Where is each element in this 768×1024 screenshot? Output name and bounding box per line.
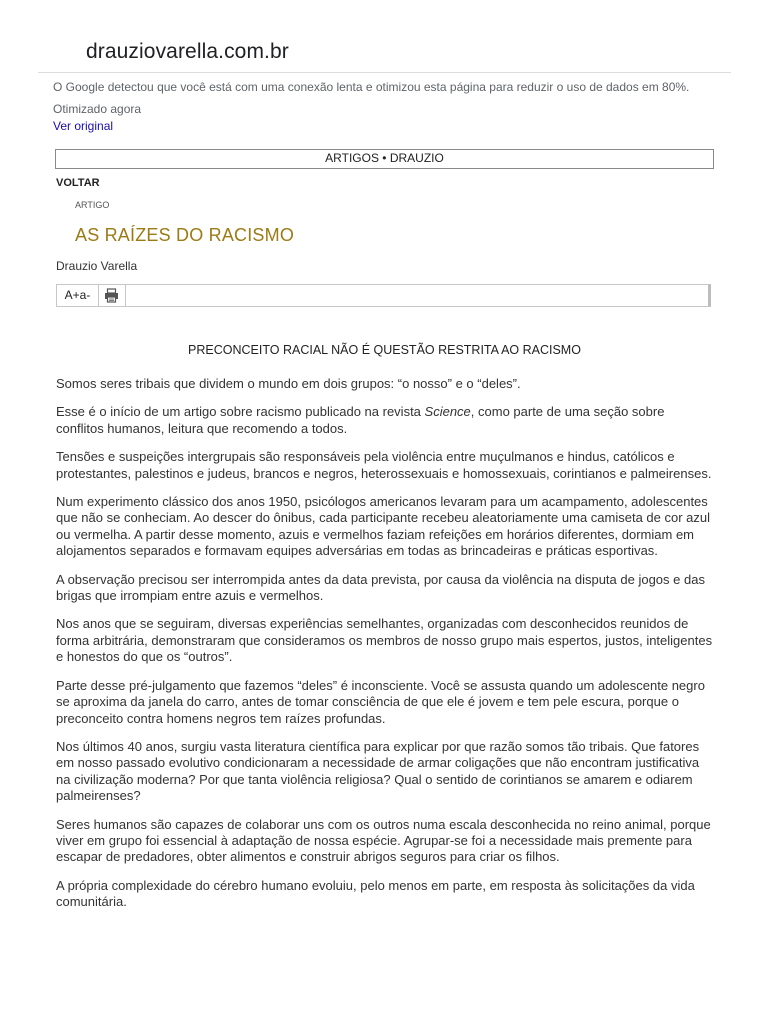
site-title[interactable]: drauziovarella.com.br: [86, 40, 289, 63]
site-header: [0, 0, 768, 74]
view-original-link[interactable]: Ver original: [53, 119, 114, 133]
article-body: [56, 376, 714, 923]
article-paragraph: Seres humanos são capazes de colaborar uns com os outros numa escala desconhecida no reino animal, porque viver em grupo foi essencial à adaptação de nossa espécie. Agrupar-se foi a necessidade mais premente para escapar de predadores, obter alimentos e construir abrigos seguros para criar os filhos.: [56, 816, 711, 865]
article-paragraph: [56, 404, 714, 437]
journal-name: Science: [424, 404, 471, 420]
paragraph-text: , como parte de uma seção sobre: [470, 404, 665, 420]
printer-icon: [104, 288, 119, 303]
article-subtitle: PRECONCEITO RACIAL NÃO É QUESTÃO RESTRITA AO RACISMO: [188, 343, 581, 357]
article-paragraph: Somos seres tribais que dividem o mundo em dois grupos: “o nosso” e o “deles”.: [56, 376, 521, 391]
article-paragraph: Parte desse pré-julgamento que fazemos “deles” é inconsciente. Você se assusta quando um adolescente negro se aproxima da janela do carro, antes de tomar consciência de que ele é jovem e tem pele escura, porque o preconceito contra homens negros tem raízes profundas.: [56, 677, 705, 726]
article-paragraph: Num experimento clássico dos anos 1950, psicólogos americanos levaram para um acampamento, adolescentes que não se conheciam. Ao descer do ônibus, cada participante recebeu aleatoriamente uma camiseta de cor azul ou vermelha. A partir desse momento, azuis e vermelhos faziam refeições em horários diferentes, dormiam em alojamentos separados e formavam equipes adversárias em todas as brincadeiras e práticas esportivas.: [56, 494, 711, 559]
article-author: Drauzio Varella: [56, 259, 138, 273]
section-bar[interactable]: ARTIGOS • DRAUZIO: [55, 149, 714, 169]
article-title: AS RAÍZES DO RACISMO: [75, 225, 295, 245]
article-kicker: ARTIGO: [75, 200, 110, 210]
article-paragraph: Tensões e suspeições intergrupais são responsáveis pela violência entre muçulmanos e hindus, católicos e protestantes, palestinos e judeus, brancos e negros, heterossexuais e homossexuais, corintianos e palmeirenses.: [56, 449, 712, 481]
lite-mode-message: O Google detectou que você está com uma conexão lenta e otimizou esta página para reduzir o uso de dados em 80%.: [53, 80, 690, 94]
font-size-button[interactable]: A+a-: [57, 285, 99, 306]
paragraph-text: Esse é o início de um artigo sobre racismo publicado na revista: [56, 404, 425, 420]
article-paragraph: A observação precisou ser interrompida antes da data prevista, por causa da violência na disputa de jogos e das brigas que irrompiam entre azuis e vermelhos.: [56, 571, 705, 604]
back-link[interactable]: VOLTAR: [56, 177, 100, 189]
article-paragraph: A própria complexidade do cérebro humano evoluiu, pelo menos em parte, em resposta às solicitações da vida comunitária.: [56, 877, 695, 910]
header-divider: [38, 72, 731, 73]
print-button[interactable]: [98, 285, 126, 306]
lite-mode-timestamp: Otimizado agora: [53, 102, 142, 116]
article-toolbar: [56, 284, 711, 307]
article-paragraph: Nos anos que se seguiram, diversas experiências semelhantes, organizadas com desconhecidos reunidos de forma arbitrária, demonstraram que consideramos os membros de nosso grupo mais espertos, justos, inteligentes e honestos do que os “outros”.: [56, 616, 713, 665]
paragraph-text: conflitos humanos, leitura que recomendo a todos.: [56, 420, 348, 436]
article-paragraph: Nos últimos 40 anos, surgiu vasta literatura científica para explicar por que razão somos tão tribais. Que fatores em nosso passado evolutivo condicionaram a necessidade de armar coligações que não encontram justificativa na civilização moderna? Por que tanta violência religiosa? Qual o sentido de corintianos se amarem e odiarem palmeirenses?: [56, 738, 700, 804]
lite-mode-notice: [53, 80, 743, 133]
